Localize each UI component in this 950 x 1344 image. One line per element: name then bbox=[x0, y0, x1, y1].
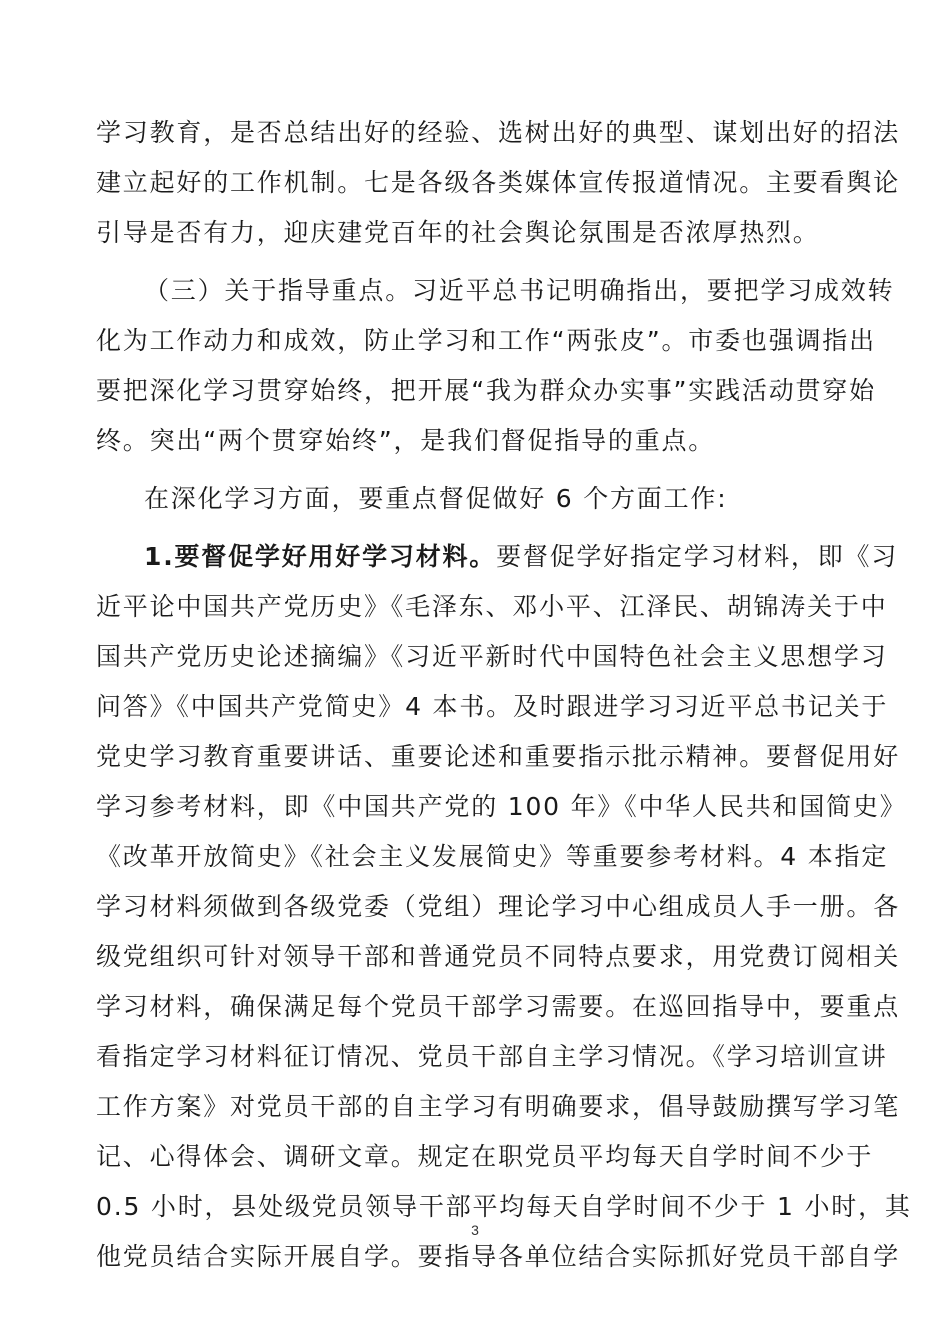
numbered-item-line bbox=[144, 532, 898, 582]
paragraph-line: 近平论中国共产党历史》《毛泽东、邓小平、江泽民、胡锦涛关于中 bbox=[96, 592, 888, 621]
paragraph-line: 问答》《中国共产党简史》4 本书。及时跟进学习习近平总书记关于 bbox=[96, 692, 889, 721]
page-number: 3 bbox=[471, 1222, 479, 1238]
paragraph-line: 化为工作动力和成效，防止学习和工作“两张皮”。市委也强调指出 bbox=[96, 326, 876, 355]
paragraph-line: 引导是否有力，迎庆建党百年的社会舆论氛围是否浓厚热烈。 bbox=[96, 218, 820, 247]
paragraph-line: 记、心得体会、调研文章。规定在职党员平均每天自学时间不少于 bbox=[96, 1142, 874, 1171]
paragraph-line: 学习教育，是否总结出好的经验、选树出好的典型、谋划出好的招法 bbox=[96, 118, 901, 147]
paragraph-line: 党史学习教育重要讲话、重要论述和重要指示批示精神。要督促用好 bbox=[96, 742, 901, 771]
paragraph-line: 建立起好的工作机制。七是各级各类媒体宣传报道情况。主要看舆论 bbox=[96, 168, 901, 197]
item-text: 要督促学好指定学习材料，即《习 bbox=[496, 542, 899, 571]
paragraph-line: 国共产党历史论述摘编》《习近平新时代中国特色社会主义思想学习 bbox=[96, 642, 888, 671]
paragraph-line: 学习材料，确保满足每个党员干部学习需要。在巡回指导中，要重点 bbox=[96, 992, 901, 1021]
paragraph-line: 《改革开放简史》《社会主义发展简史》等重要参考材料。4 本指定 bbox=[96, 842, 889, 871]
paragraph-line: 他党员结合实际开展自学。要指导各单位结合实际抓好党员干部自学 bbox=[96, 1242, 901, 1271]
paragraph-line: 要把深化学习贯穿始终，把开展“我为群众办实事”实践活动贯穿始 bbox=[96, 376, 876, 405]
paragraph-line: 看指定学习材料征订情况、党员干部自主学习情况。《学习培训宣讲 bbox=[96, 1042, 888, 1071]
paragraph-line: 工作方案》对党员干部的自主学习有明确要求，倡导鼓励撰写学习笔 bbox=[96, 1092, 901, 1121]
paragraph-line: 0.5 小时，县处级党员领导干部平均每天自学时间不少于 1 小时，其 bbox=[96, 1192, 912, 1221]
paragraph-line: 学习参考材料，即《中国共产党的 100 年》《中华人民共和国简史》 bbox=[96, 792, 907, 821]
paragraph-line: 终。突出“两个贯穿始终”，是我们督促指导的重点。 bbox=[96, 426, 716, 455]
paragraph-line: 学习材料须做到各级党委（党组）理论学习中心组成员人手一册。各 bbox=[96, 892, 901, 921]
item-heading: 1.要督促学好用好学习材料。 bbox=[144, 542, 497, 571]
paragraph-line: 级党组织可针对领导干部和普通党员不同特点要求，用党费订阅相关 bbox=[96, 942, 901, 971]
section-heading-line: （三）关于指导重点。习近平总书记明确指出，要把学习成效转 bbox=[144, 276, 895, 305]
paragraph-line: 在深化学习方面，要重点督促做好 6 个方面工作: bbox=[144, 484, 728, 513]
